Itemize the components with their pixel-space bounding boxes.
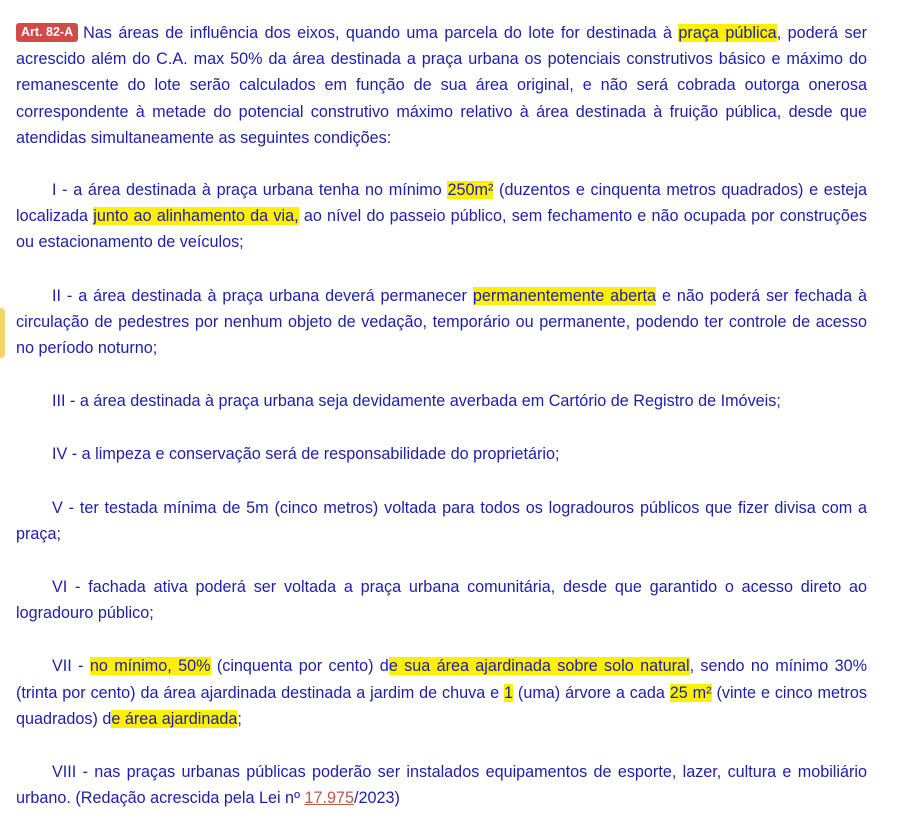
item-vii: VII - no mínimo, 50% (cinquenta por cento) de sua área ajardinada sobre solo natural, sendo no mínimo 30% (trinta por cento) da área ajardinada destinada a jardim de chuva e 1 (uma) árvore a cada 25 m² (vinte e cinco metros quadrados) de área ajardinada; — [16, 657, 867, 728]
article-badge[interactable]: Art. 82-A — [16, 23, 78, 42]
highlight: 25 m² — [669, 683, 712, 702]
highlight: no mínimo, 50% — [89, 657, 211, 676]
highlight: e área ajardinada — [111, 709, 238, 728]
item-ii: II - a área destinada à praça urbana deverá permanecer permanentemente aberta e não poderá ser fechada à circulação de pedestres por nenhum objeto de vedação, temporário ou permanente, podendo ter controle de acesso no período noturno; — [16, 286, 867, 358]
item-iv: IV - a limpeza e conservação será de responsabilidade do proprietário; — [52, 445, 560, 464]
law-article — [16, 20, 867, 838]
item-i: I - a área destinada à praça urbana tenha no mínimo 250m² (duzentos e cinquenta metros quadrados) e esteja localizada junto ao alinhamento da via, ao nível do passeio público, sem fechamento e não ocupada por construções ou estacionamento de veículos; — [16, 181, 868, 252]
law-link[interactable]: 17.975 — [304, 789, 354, 808]
highlight: e sua área ajardinada sobre solo natural — [388, 657, 690, 676]
highlight: praça pública — [678, 24, 777, 42]
highlight: 1 — [504, 683, 514, 702]
highlight: 250m² — [447, 181, 494, 200]
item-vi: VI - fachada ativa poderá ser voltada a praça urbana comunitária, desde que garantido o acesso direto ao logradouro público; — [16, 578, 867, 623]
item-iii: III - a área destinada à praça urbana seja devidamente averbada em Cartório de Registro de Imóveis; — [52, 392, 781, 411]
article-intro: Art. 82-A Nas áreas de influência dos eixos, quando uma parcela do lote for destinada à praça pública, poderá ser acrescido além do C.A. max 50% da área destinada a praça urbana os potenciais construtivos básico e máximo do remanescente do lote serão calculados em função de sua área original, e não será cobrada outorga onerosa correspondente à metade do potencial construtivo máximo relativo à área destinada à fruição pública, desde que atendidas simultaneamente as seguintes condições: — [16, 24, 867, 147]
item-v: V - ter testada mínima de 5m (cinco metros) voltada para todos os logradouros públicos que fizer divisa com a praça; — [16, 498, 867, 543]
highlight: junto ao alinhamento da via, — [93, 207, 299, 226]
margin-bookmark — [0, 308, 5, 358]
highlight: permanentemente aberta — [472, 286, 657, 305]
item-viii: VIII - nas praças urbanas públicas poderão ser instalados equipamentos de esporte, lazer, cultura e mobiliário urbano. (Redação acrescida pela Lei nº 17.975/2023) — [16, 763, 867, 808]
